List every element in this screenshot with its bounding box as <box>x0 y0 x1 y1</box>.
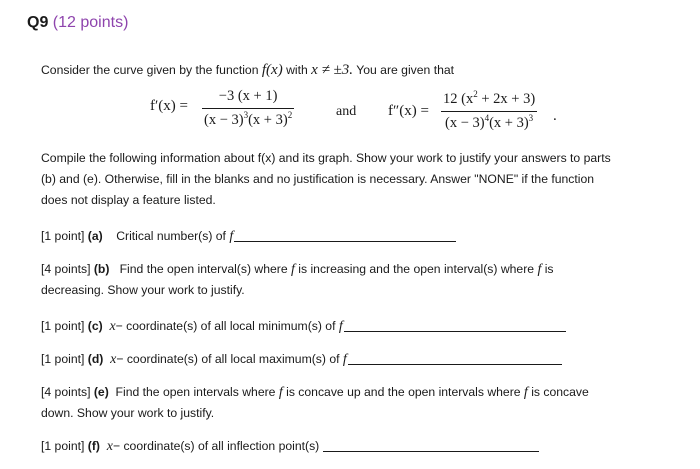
fprime-numerator: −3 (x + 1) <box>218 88 278 104</box>
fdouble-fraction <box>441 91 537 132</box>
fdouble-denominator: $(x - 3)^4(x + 3)^3$ <box>441 111 537 132</box>
part-c: [1 point] (c) x− coordinate(s) of all local minimum(s) of f <box>41 316 566 337</box>
question-number: Q9 <box>27 14 49 31</box>
instructions-line-3: does not display a feature listed. <box>41 193 216 207</box>
intro-text: Consider the curve given by the function f(x) with x ≠ ±3. You are given that <box>41 62 455 78</box>
part-a: [1 point] (a) Critical number(s) of f <box>41 226 456 247</box>
fprime-denominator: $(x - 3)^3(x + 3)^2$ <box>204 110 293 128</box>
part-d: [1 point] (d) x− coordinate(s) of all local maximum(s) of f <box>41 349 562 370</box>
part-b: [4 points] (b) Find the open interval(s) where f is increasing and the open interval(s) where f is <box>41 262 554 277</box>
answer-blank-f[interactable] <box>323 439 539 452</box>
answer-blank-c[interactable] <box>344 319 566 332</box>
and-text: and <box>336 104 357 119</box>
part-f: [1 point] (f) x− coordinate(s) of all inflection point(s) <box>41 436 539 457</box>
answer-blank-a[interactable] <box>234 229 456 242</box>
fprime-lhs: f′(x) = <box>150 98 188 114</box>
part-e-line-2: down. Show your work to justify. <box>41 406 215 420</box>
answer-blank-d[interactable] <box>348 352 562 365</box>
equation-period: . <box>553 108 557 124</box>
instructions-line-1: Compile the following information about f(x) and its graph. Show your work to justify your answers to parts <box>41 151 611 165</box>
part-e: [4 points] (e) Find the open intervals where f is concave up and the open intervals where f is concave <box>41 385 589 400</box>
part-b-line-2: decreasing. Show your work to justify. <box>41 283 245 297</box>
fdouble-numerator: 12 $(x^2 + 2x + 3)$ <box>443 89 536 107</box>
fprime-fraction <box>202 88 294 129</box>
instructions-line-2: (b) and (e). Otherwise, fill in the blanks and no justification is necessary. Answer "NONE" if the function <box>41 172 595 186</box>
question-title <box>27 14 128 32</box>
fdouble-lhs: f″(x) = <box>388 103 429 119</box>
question-points: (12 points) <box>52 14 129 31</box>
